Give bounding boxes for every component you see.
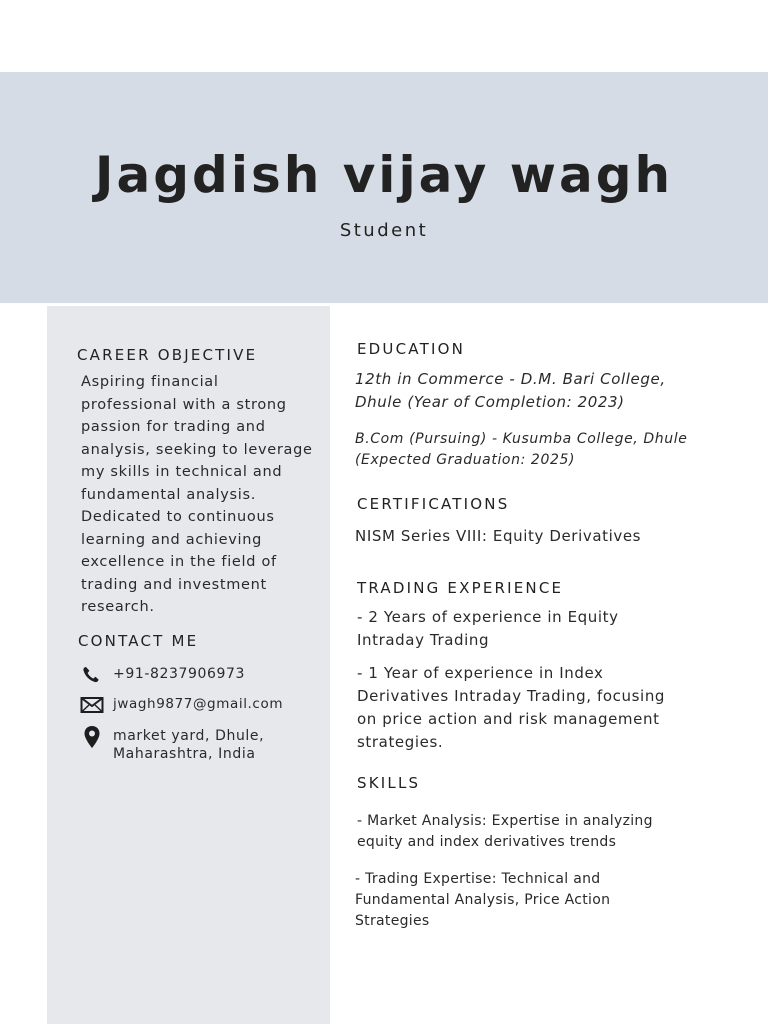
skills-item-2: - Trading Expertise: Technical and Fundamental Analysis, Price Action Strategies [355,871,611,929]
phone-icon [80,665,104,685]
skills-heading: SKILLS [357,774,421,792]
education-item-2: B.Com (Pursuing) - Kusumba College, Dhule (Expected Graduation: 2025) [355,431,688,468]
contact-heading: CONTACT ME [78,632,199,650]
location-pin-icon [80,725,104,751]
contact-address-row [80,725,293,763]
contact-email-row [80,695,283,715]
candidate-role: Student [339,220,429,241]
skills-item-1: - Market Analysis: Expertise in analyzing equity and index derivatives trends [357,813,653,850]
trading-experience-item-1: - 2 Years of experience in Equity Intraday Trading [357,608,619,649]
trading-experience-heading: TRADING EXPERIENCE [357,579,564,597]
certification-item-1: NISM Series VIII: Equity Derivatives [355,527,642,545]
career-objective-heading: CAREER OBJECTIVE [77,346,258,364]
mail-icon [80,695,104,715]
career-objective-text: Aspiring financial professional with a strong passion for trading and analysis, seeking to leverage my skills in technical and fundamental analysis. Dedicated to continuous learning and achieving excellence in the field of trading and investment research. [81,374,313,615]
candidate-name: Jagdish vijay wagh [94,146,674,204]
trading-experience-item-2: - 1 Year of experience in Index Derivatives Intraday Trading, focusing on price action and risk management strategies. [357,664,666,751]
contact-address: market yard, Dhule, Maharashtra, India [113,728,265,762]
education-item-1: 12th in Commerce - D.M. Bari College, Dhule (Year of Completion: 2023) [355,370,666,411]
contact-phone-row [80,665,245,685]
contact-email: jwagh9877@gmail.com [113,696,284,712]
certifications-heading: CERTIFICATIONS [357,495,510,513]
education-heading: EDUCATION [357,340,465,358]
contact-phone: +91-8237906973 [113,666,246,682]
